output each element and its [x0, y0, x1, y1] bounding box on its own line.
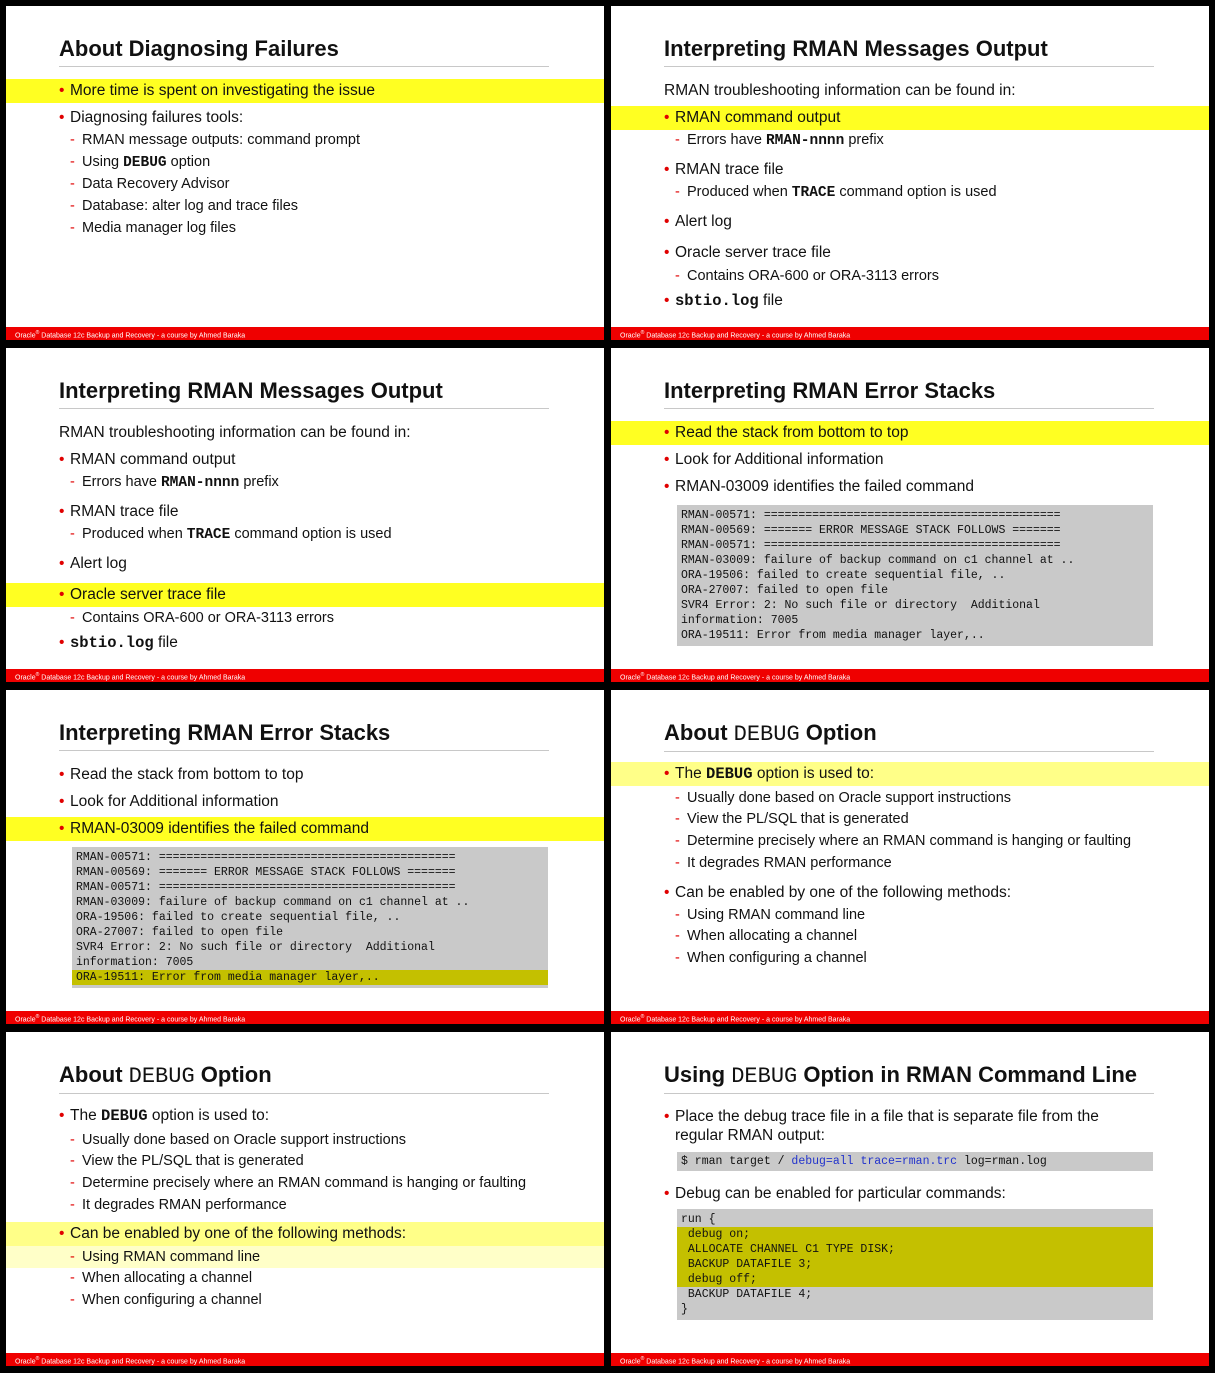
sub-bullet: - When allocating a channel	[675, 928, 858, 944]
sub-bullet: - It degrades RMAN performance	[675, 855, 892, 871]
sub-bullet: - View the PL/SQL that is generated	[675, 811, 909, 827]
bullet: • RMAN command output	[59, 451, 236, 468]
slide-footer: Oracle® Database 12c Backup and Recovery - a course by Ahmed Baraka	[611, 1011, 1209, 1024]
slide-messages-output-2	[6, 348, 604, 682]
code-line: RMAN-00571: ===========================================	[76, 881, 456, 894]
sub-bullet: - Database: alter log and trace files	[70, 198, 299, 214]
bullet: • Alert log	[664, 213, 732, 230]
code-line-highlighted: BACKUP DATAFILE 3;	[677, 1257, 1153, 1272]
bullet: • RMAN-03009 identifies the failed command	[664, 478, 974, 495]
code-line: SVR4 Error: 2: No such file or directory Additional	[681, 599, 1040, 612]
slide-about-debug-2	[6, 1032, 604, 1366]
code-line: }	[681, 1303, 688, 1316]
slide-error-stacks-2	[6, 690, 604, 1024]
sub-bullet: - RMAN message outputs: command prompt	[70, 132, 361, 148]
sub-bullet: - Determine precisely where an RMAN command is hanging or faulting	[675, 833, 1132, 849]
slide-about-diagnosing-failures	[6, 6, 604, 340]
sub-bullet: - Contains ORA-600 or ORA-3113 errors	[675, 268, 939, 284]
error-stack-code	[677, 505, 1153, 646]
sub-bullet: - Data Recovery Advisor	[70, 176, 230, 192]
code-line: SVR4 Error: 2: No such file or directory Additional	[76, 941, 435, 954]
slide-footer: Oracle® Database 12c Backup and Recovery - a course by Ahmed Baraka	[6, 1011, 604, 1024]
slide-messages-output-1	[611, 6, 1209, 340]
bullet: • Oracle server trace file	[664, 244, 831, 261]
bullet: • Read the stack from bottom to top	[59, 766, 304, 783]
code-line: RMAN-00569: ======= ERROR MESSAGE STACK FOLLOWS =======	[681, 524, 1061, 537]
sub-bullet: - Using RMAN command line	[6, 1246, 604, 1268]
bullet: • Debug can be enabled for particular commands:	[664, 1185, 1006, 1202]
slide-title: Using DEBUG Option in RMAN Command Line	[664, 1062, 1154, 1094]
bullet: • sbtio.log file	[59, 634, 178, 652]
bullet: • Read the stack from bottom to top	[611, 421, 1209, 445]
sub-bullet: - Contains ORA-600 or ORA-3113 errors	[70, 610, 334, 626]
code-line: information: 7005	[681, 614, 799, 627]
code-line: ORA-27007: failed to open file	[76, 926, 284, 939]
sub-bullet: - Produced when TRACE command option is used	[675, 184, 997, 201]
slide-title: About DEBUG Option	[664, 720, 1154, 752]
intro-text: RMAN troubleshooting information can be found in:	[664, 82, 1016, 99]
bullet: • Place the debug trace file in a file that is separate file from the	[664, 1108, 1099, 1125]
code-line: RMAN-03009: failure of backup command on c1 channel at ..	[681, 554, 1075, 567]
slide-footer: Oracle® Database 12c Backup and Recovery - a course by Ahmed Baraka	[611, 669, 1209, 682]
code-line-highlighted: ALLOCATE CHANNEL C1 TYPE DISK;	[677, 1242, 1153, 1257]
slide-footer: Oracle® Database 12c Backup and Recovery - a course by Ahmed Baraka	[611, 1353, 1209, 1366]
slide-error-stacks-1	[611, 348, 1209, 682]
slide-title: Interpreting RMAN Messages Output	[59, 378, 549, 409]
bullet: • Can be enabled by one of the following methods:	[664, 884, 1012, 901]
rman-command-code	[677, 1152, 1153, 1171]
code-line: RMAN-00569: ======= ERROR MESSAGE STACK FOLLOWS =======	[76, 866, 456, 879]
bullet-continuation: regular RMAN output:	[675, 1127, 825, 1144]
slide-footer: Oracle® Database 12c Backup and Recovery - a course by Ahmed Baraka	[611, 327, 1209, 340]
code-line-highlighted: debug off;	[677, 1272, 1153, 1287]
code-line: RMAN-03009: failure of backup command on c1 channel at ..	[76, 896, 470, 909]
error-stack-code	[72, 847, 548, 988]
code-line: BACKUP DATAFILE 4;	[681, 1288, 813, 1301]
sub-bullet: - Using RMAN command line	[675, 907, 866, 923]
bullet: • RMAN command output	[611, 106, 1209, 130]
bullet: • Alert log	[59, 555, 127, 572]
code-line-highlighted: debug on;	[677, 1227, 1153, 1242]
code-line: RMAN-00571: ===========================================	[681, 509, 1061, 522]
slide-about-debug-1	[611, 690, 1209, 1024]
slide-title: Interpreting RMAN Messages Output	[664, 36, 1154, 67]
sub-bullet: - When configuring a channel	[70, 1292, 262, 1308]
sub-bullet: - Determine precisely where an RMAN command is hanging or faulting	[70, 1175, 527, 1191]
code-line: run {	[681, 1213, 716, 1226]
slide-title: Interpreting RMAN Error Stacks	[59, 720, 549, 751]
slide-debug-command-line	[611, 1032, 1209, 1366]
slide-title: Interpreting RMAN Error Stacks	[664, 378, 1154, 409]
sub-bullet: - Errors have RMAN-nnnn prefix	[70, 474, 279, 491]
slide-footer: Oracle® Database 12c Backup and Recovery - a course by Ahmed Baraka	[6, 1353, 604, 1366]
bullet: • Look for Additional information	[59, 793, 279, 810]
intro-text: RMAN troubleshooting information can be found in:	[59, 424, 411, 441]
sub-bullet: - Produced when TRACE command option is used	[70, 526, 392, 543]
sub-bullet: - View the PL/SQL that is generated	[70, 1153, 304, 1169]
sub-bullet: - Usually done based on Oracle support instructions	[675, 790, 1012, 806]
slide-title: About DEBUG Option	[59, 1062, 549, 1094]
code-line: ORA-19506: failed to create sequential file, ..	[76, 911, 401, 924]
bullet: • The DEBUG option is used to:	[611, 762, 1209, 786]
code-line: RMAN-00571: ===========================================	[76, 851, 456, 864]
sub-bullet: - Using DEBUG option	[70, 154, 211, 171]
code-line: RMAN-00571: ===========================================	[681, 539, 1061, 552]
bullet: • Oracle server trace file	[6, 583, 604, 607]
bullet: • RMAN trace file	[59, 503, 179, 520]
code-line: ORA-19506: failed to create sequential file, ..	[681, 569, 1006, 582]
code-line: ORA-27007: failed to open file	[681, 584, 889, 597]
sub-bullet: - Errors have RMAN-nnnn prefix	[675, 132, 884, 149]
bullet: • Diagnosing failures tools:	[59, 109, 244, 126]
sub-bullet: - Usually done based on Oracle support instructions	[70, 1132, 407, 1148]
bullet: • Look for Additional information	[664, 451, 884, 468]
bullet: • The DEBUG option is used to:	[59, 1107, 270, 1125]
slide-footer: Oracle® Database 12c Backup and Recovery - a course by Ahmed Baraka	[6, 669, 604, 682]
run-block-code	[677, 1209, 1153, 1320]
sub-bullet: - Media manager log files	[70, 220, 236, 236]
code-line: information: 7005	[76, 956, 194, 969]
sub-bullet: - When allocating a channel	[70, 1270, 253, 1286]
slide-footer: Oracle® Database 12c Backup and Recovery - a course by Ahmed Baraka	[6, 327, 604, 340]
bullet: • More time is spent on investigating the issue	[6, 79, 604, 103]
bullet: • sbtio.log file	[664, 292, 783, 310]
slide-title: About Diagnosing Failures	[59, 36, 549, 67]
sub-bullet: - It degrades RMAN performance	[70, 1197, 287, 1213]
bullet: • RMAN trace file	[664, 161, 784, 178]
bullet: • RMAN-03009 identifies the failed command	[6, 817, 604, 841]
code-line: $ rman target / debug=all trace=rman.trc log=rman.log	[681, 1155, 1047, 1168]
code-line-highlighted: ORA-19511: Error from media manager layer,..	[72, 970, 548, 985]
sub-bullet: - When configuring a channel	[675, 950, 867, 966]
code-line: ORA-19511: Error from media manager layer,..	[681, 629, 985, 642]
bullet: • Can be enabled by one of the following methods:	[6, 1222, 604, 1246]
